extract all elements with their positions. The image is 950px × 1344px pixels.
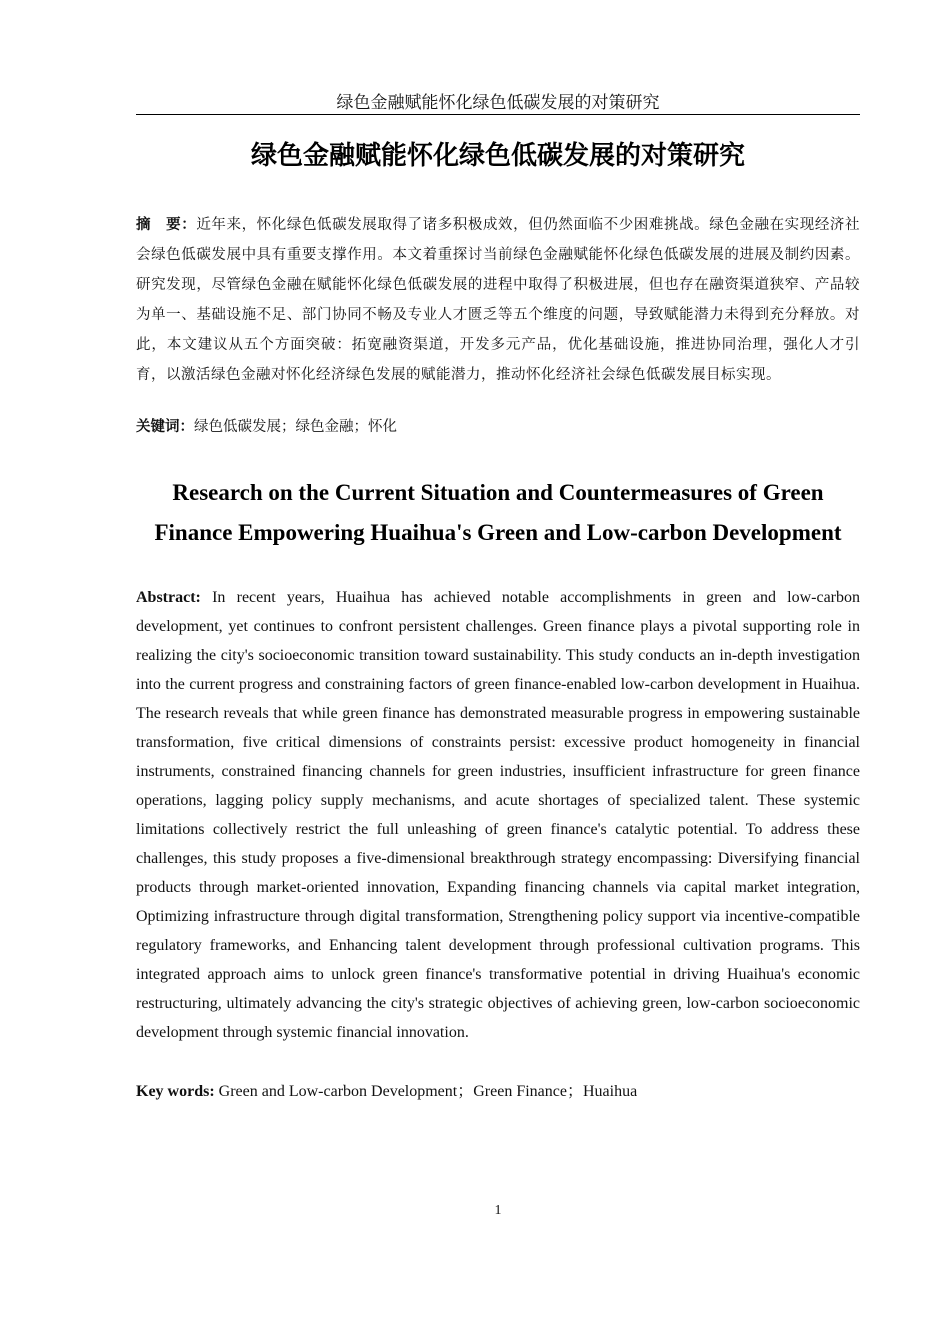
- english-title: Research on the Current Situation and Countermeasures of Green Finance Empowering Huaihua's Green and Low-carbon Development: [154, 480, 842, 545]
- english-keywords: [136, 1077, 860, 1106]
- running-header: 绿色金融赋能怀化绿色低碳发展的对策研究: [136, 92, 860, 115]
- english-keywords-text: Green and Low-carbon Development；Green Finance；Huaihua: [218, 1083, 638, 1100]
- page-number: 1: [494, 1203, 502, 1218]
- chinese-abstract-label: 摘 要：: [136, 217, 197, 233]
- chinese-keywords-label: 关键词：: [136, 419, 194, 435]
- chinese-keywords-text: 绿色低碳发展；绿色金融；怀化: [194, 419, 397, 435]
- english-abstract-text: In recent years, Huaihua has achieved notable accomplishments in green and low-carbon development, yet continues to confront persistent challenges. Green finance plays a pivotal supporting role in realizing the city's socioeconomic transition toward sustainability. This study conducts an in-depth investigation into the current progress and constraining factors of green finance-enabled low-carbon development in Huaihua. The research reveals that while green finance has demonstrated measurable progress in empowering sustainable transformation, five critical dimensions of constraints persist: excessive product homogeneity in financial instruments, constrained financing channels for green industries, insufficient infrastructure for green finance operations, lagging policy supply mechanisms, and acute shortages of specialized talent. These systemic limitations collectively restrict the full unleashing of green finance's catalytic potential. To address these challenges, this study proposes a five-dimensional breakthrough strategy encompassing: Diversifying financial products through market-oriented innovation, Expanding financing channels via capital market integration, Optimizing infrastructure through digital transformation, Strengthening policy support via incentive-compatible regulatory frameworks, and Enhancing talent development through professional cultivation programs. This integrated approach aims to unlock green finance's transformative potential in driving Huaihua's economic restructuring, ultimately advancing the city's strategic objectives of achieving green, low-carbon socioeconomic development through systemic financial innovation.: [136, 589, 861, 1041]
- chinese-abstract: [136, 210, 860, 390]
- chinese-title: 绿色金融赋能怀化绿色低碳发展的对策研究: [250, 141, 745, 171]
- chinese-abstract-text: 近年来，怀化绿色低碳发展取得了诸多积极成效，但仍然面临不少困难挑战。绿色金融在实现经济社会绿色低碳发展中具有重要支撑作用。本文着重探讨当前绿色金融赋能怀化绿色低碳发展的进展及制约因素。研究发现，尽管绿色金融在赋能怀化绿色低碳发展的进程中取得了积极进展，但也存在融资渠道狭窄、产品较为单一、基础设施不足、部门协同不畅及专业人才匮乏等五个维度的问题，导致赋能潜力未得到充分释放。对此，本文建议从五个方面突破：拓宽融资渠道，开发多元产品，优化基础设施，推进协同治理，强化人才引育，以激活绿色金融对怀化经济绿色发展的赋能潜力，推动怀化经济社会绿色低碳发展目标实现。: [136, 217, 860, 383]
- english-abstract: [136, 583, 860, 1047]
- english-keywords-label: Key words:: [136, 1083, 215, 1100]
- chinese-keywords: [136, 412, 860, 442]
- english-abstract-label: Abstract:: [136, 589, 201, 606]
